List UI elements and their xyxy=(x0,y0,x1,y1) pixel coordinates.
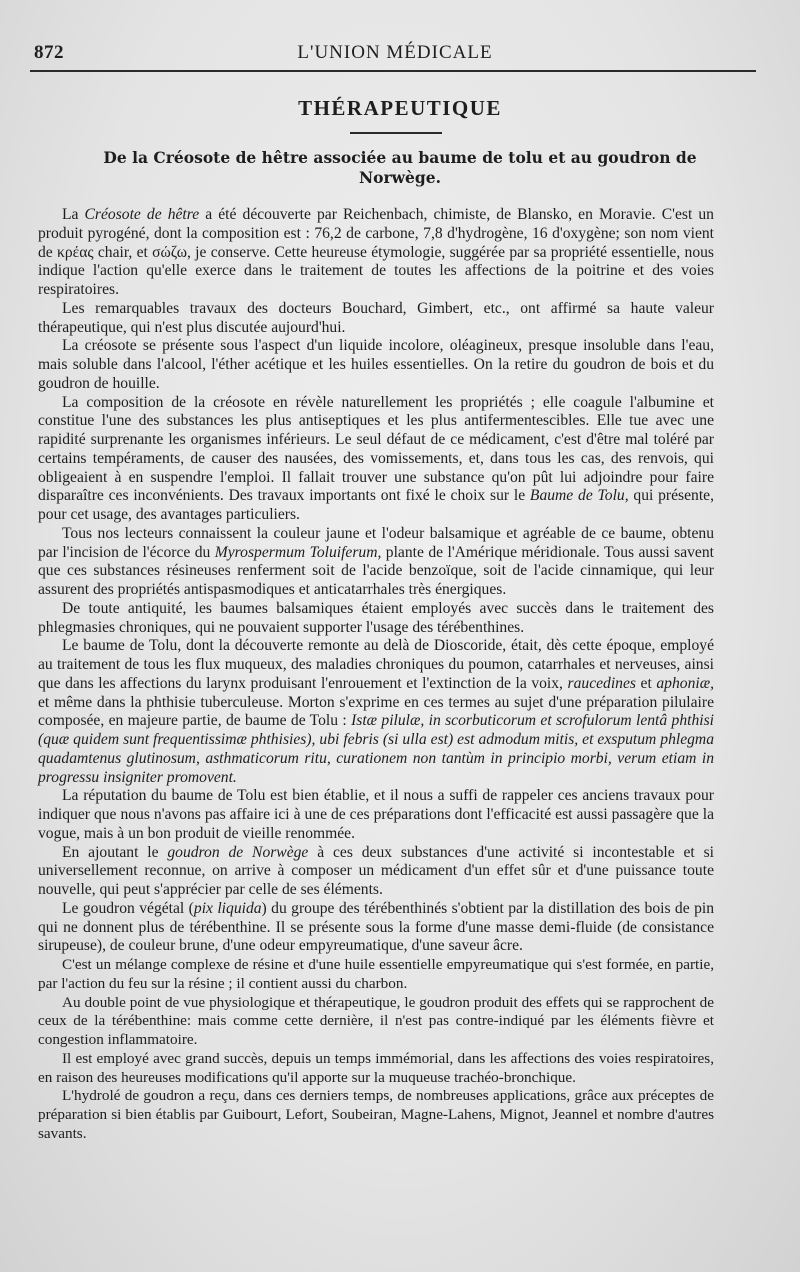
paragraph: L'hydrolé de goudron a reçu, dans ces derniers temps, de nombreuses applications, grâce aux préceptes de préparation si bien établis par Guibourt, Lefort, Soubeiran, Magne-Lahens, Mignot, Jeannel et nombre d'autres savants. xyxy=(38,1087,714,1142)
paragraph: Il est employé avec grand succès, depuis un temps immémorial, dans les affections des voies respiratoires, en raison des heureuses modifications qu'il apporte sur la muqueuse trachéo-bronchique. xyxy=(38,1049,714,1086)
paragraph: Au double point de vue physiologique et thérapeutique, le goudron produit des effets qui se rapprochent de ceux de la térébenthine: mais comme cette dernière, il n'est pas contre-indiqué par les éléments fièvre et congestion inflammatoire. xyxy=(38,993,714,1048)
paragraph: La composition de la créosote en révèle naturellement les propriétés ; elle coagule l'albumine et constitue l'une des substances les plus antiseptiques et les plus antifermentescibles. Elle tue avec une rapidité surprenante les organismes inférieurs. Le seul défaut de ce médicament, c'est d'être mal toléré par certains tempéraments, de causer des nausées, des vomissements, et, dans tous les cas, des renvois, qui obligeaient à en suspendre l'emploi. Il fallait trouver une substance qu'on pût lui adjoindre pour faire disparaître ces inconvénients. Des travaux importants ont fixé le choix sur le Baume de Tolu, qui présente, pour cet usage, des avantages particuliers. xyxy=(38,393,714,523)
paragraph: La créosote se présente sous l'aspect d'un liquide incolore, oléagineux, presque insoluble dans l'eau, mais soluble dans l'alcool, l'éther acétique et les huiles essentielles. On la retire du goudron de bois et du goudron de houille. xyxy=(38,337,714,392)
header-rule xyxy=(30,70,756,72)
paragraph: C'est un mélange complexe de résine et d'une huile essentielle empyreumatique qui s'est formée, en partie, par l'action du feu sur la résine ; il contient aussi du charbon. xyxy=(38,956,714,992)
paragraph: De toute antiquité, les baumes balsamiques étaient employés avec succès dans le traitement des phlegmasies chroniques, qui ne pouvaient supporter l'usage des térébenthines. xyxy=(38,599,714,636)
paragraph: Tous nos lecteurs connaissent la couleur jaune et l'odeur balsamique et agréable de ce baume, obtenu par l'incision de l'écorce du Myrospermum Toluiferum, plante de l'Amérique méridionale. Tous aussi savent que ces substances résineuses renferment soit de l'acide benzoïque, soit de l'acide cinnamique, qui leur assurent des propriétés antispasmodiques et anticatarrhales très énergiques. xyxy=(38,524,714,598)
page-header xyxy=(34,38,756,66)
title-divider xyxy=(350,132,442,134)
paragraph: En ajoutant le goudron de Norwège à ces deux substances d'une activité si incontestable et si universellement reconnue, on arrive à composer un médicament d'un effet sûr et d'une puissance toute nouvelle, qui peut s'apprécier par celle de ses éléments. xyxy=(38,843,714,898)
article-body xyxy=(38,206,714,1144)
paragraph: La réputation du baume de Tolu est bien établie, et il nous a suffi de rappeler ces anciens travaux pour indiquer que nous n'avons pas affaire ici à une de ces préparations dont l'efficacité est aussi passagère que la vogue, mais à un bon produit de vieille renommée. xyxy=(38,787,714,842)
running-head: L'UNION MÉDICALE xyxy=(297,42,493,63)
page-number: 872 xyxy=(34,42,64,63)
paragraph: Le baume de Tolu, dont la découverte remonte au delà de Dioscoride, était, dès cette époque, employé au traitement de tous les flux muqueux, des maladies chroniques du poumon, catarrhales et nerveuses, ainsi que dans les affections du larynx produisant l'enrouement et l'extinction de la voix, raucedines et aphoniæ, et même dans la phthisie tuberculeuse. Morton s'exprime en ces termes au sujet d'une préparation pilulaire composée, en majeure partie, de baume de Tolu : Istæ pilulæ, in scorbuticorum et scrofulorum lentâ phthisi (quæ quidem sunt frequentissimæ phthisies), ubi febris (si ulla est) est admodum mitis, et exsputum phlegma quadamtenus glutinosum, asthmaticorum ritu, curationem non tantùm in principio morbi, verum etiam in progressu insigniter promovent. xyxy=(38,637,714,786)
article-title: De la Créosote de hêtre associée au baume de tolu et au goudron de Norwège. xyxy=(103,148,697,187)
paragraph: Les remarquables travaux des docteurs Bouchard, Gimbert, etc., ont affirmé sa haute valeur thérapeutique, qui n'est plus discutée aujourd'hui. xyxy=(38,299,714,336)
paragraph: La Créosote de hêtre a été découverte par Reichenbach, chimiste, de Blansko, en Moravie. C'est un produit pyrogéné, dont la composition est : 76,2 de carbone, 7,8 d'hydrogène, 16 d'oxygène; son nom vient de κρέας chair, et σώζω, je conserve. Cette heureuse étymologie, suggérée par sa propriété essentielle, nous indique l'action qu'elle exerce dans le traitement de toutes les affections de la poitrine et des voies respiratoires. xyxy=(38,206,714,298)
paragraph: Le goudron végétal (pix liquida) du groupe des térébenthinés s'obtient par la distillation des bois de pin qui ne donnent plus de térébenthine. Il se présente sous la forme d'une masse demi-fluide (de consistance sirupeuse), de couleur brune, d'une odeur empyreumatique, d'une saveur âcre. xyxy=(38,899,714,955)
section-title: THÉRAPEUTIQUE xyxy=(298,96,502,120)
